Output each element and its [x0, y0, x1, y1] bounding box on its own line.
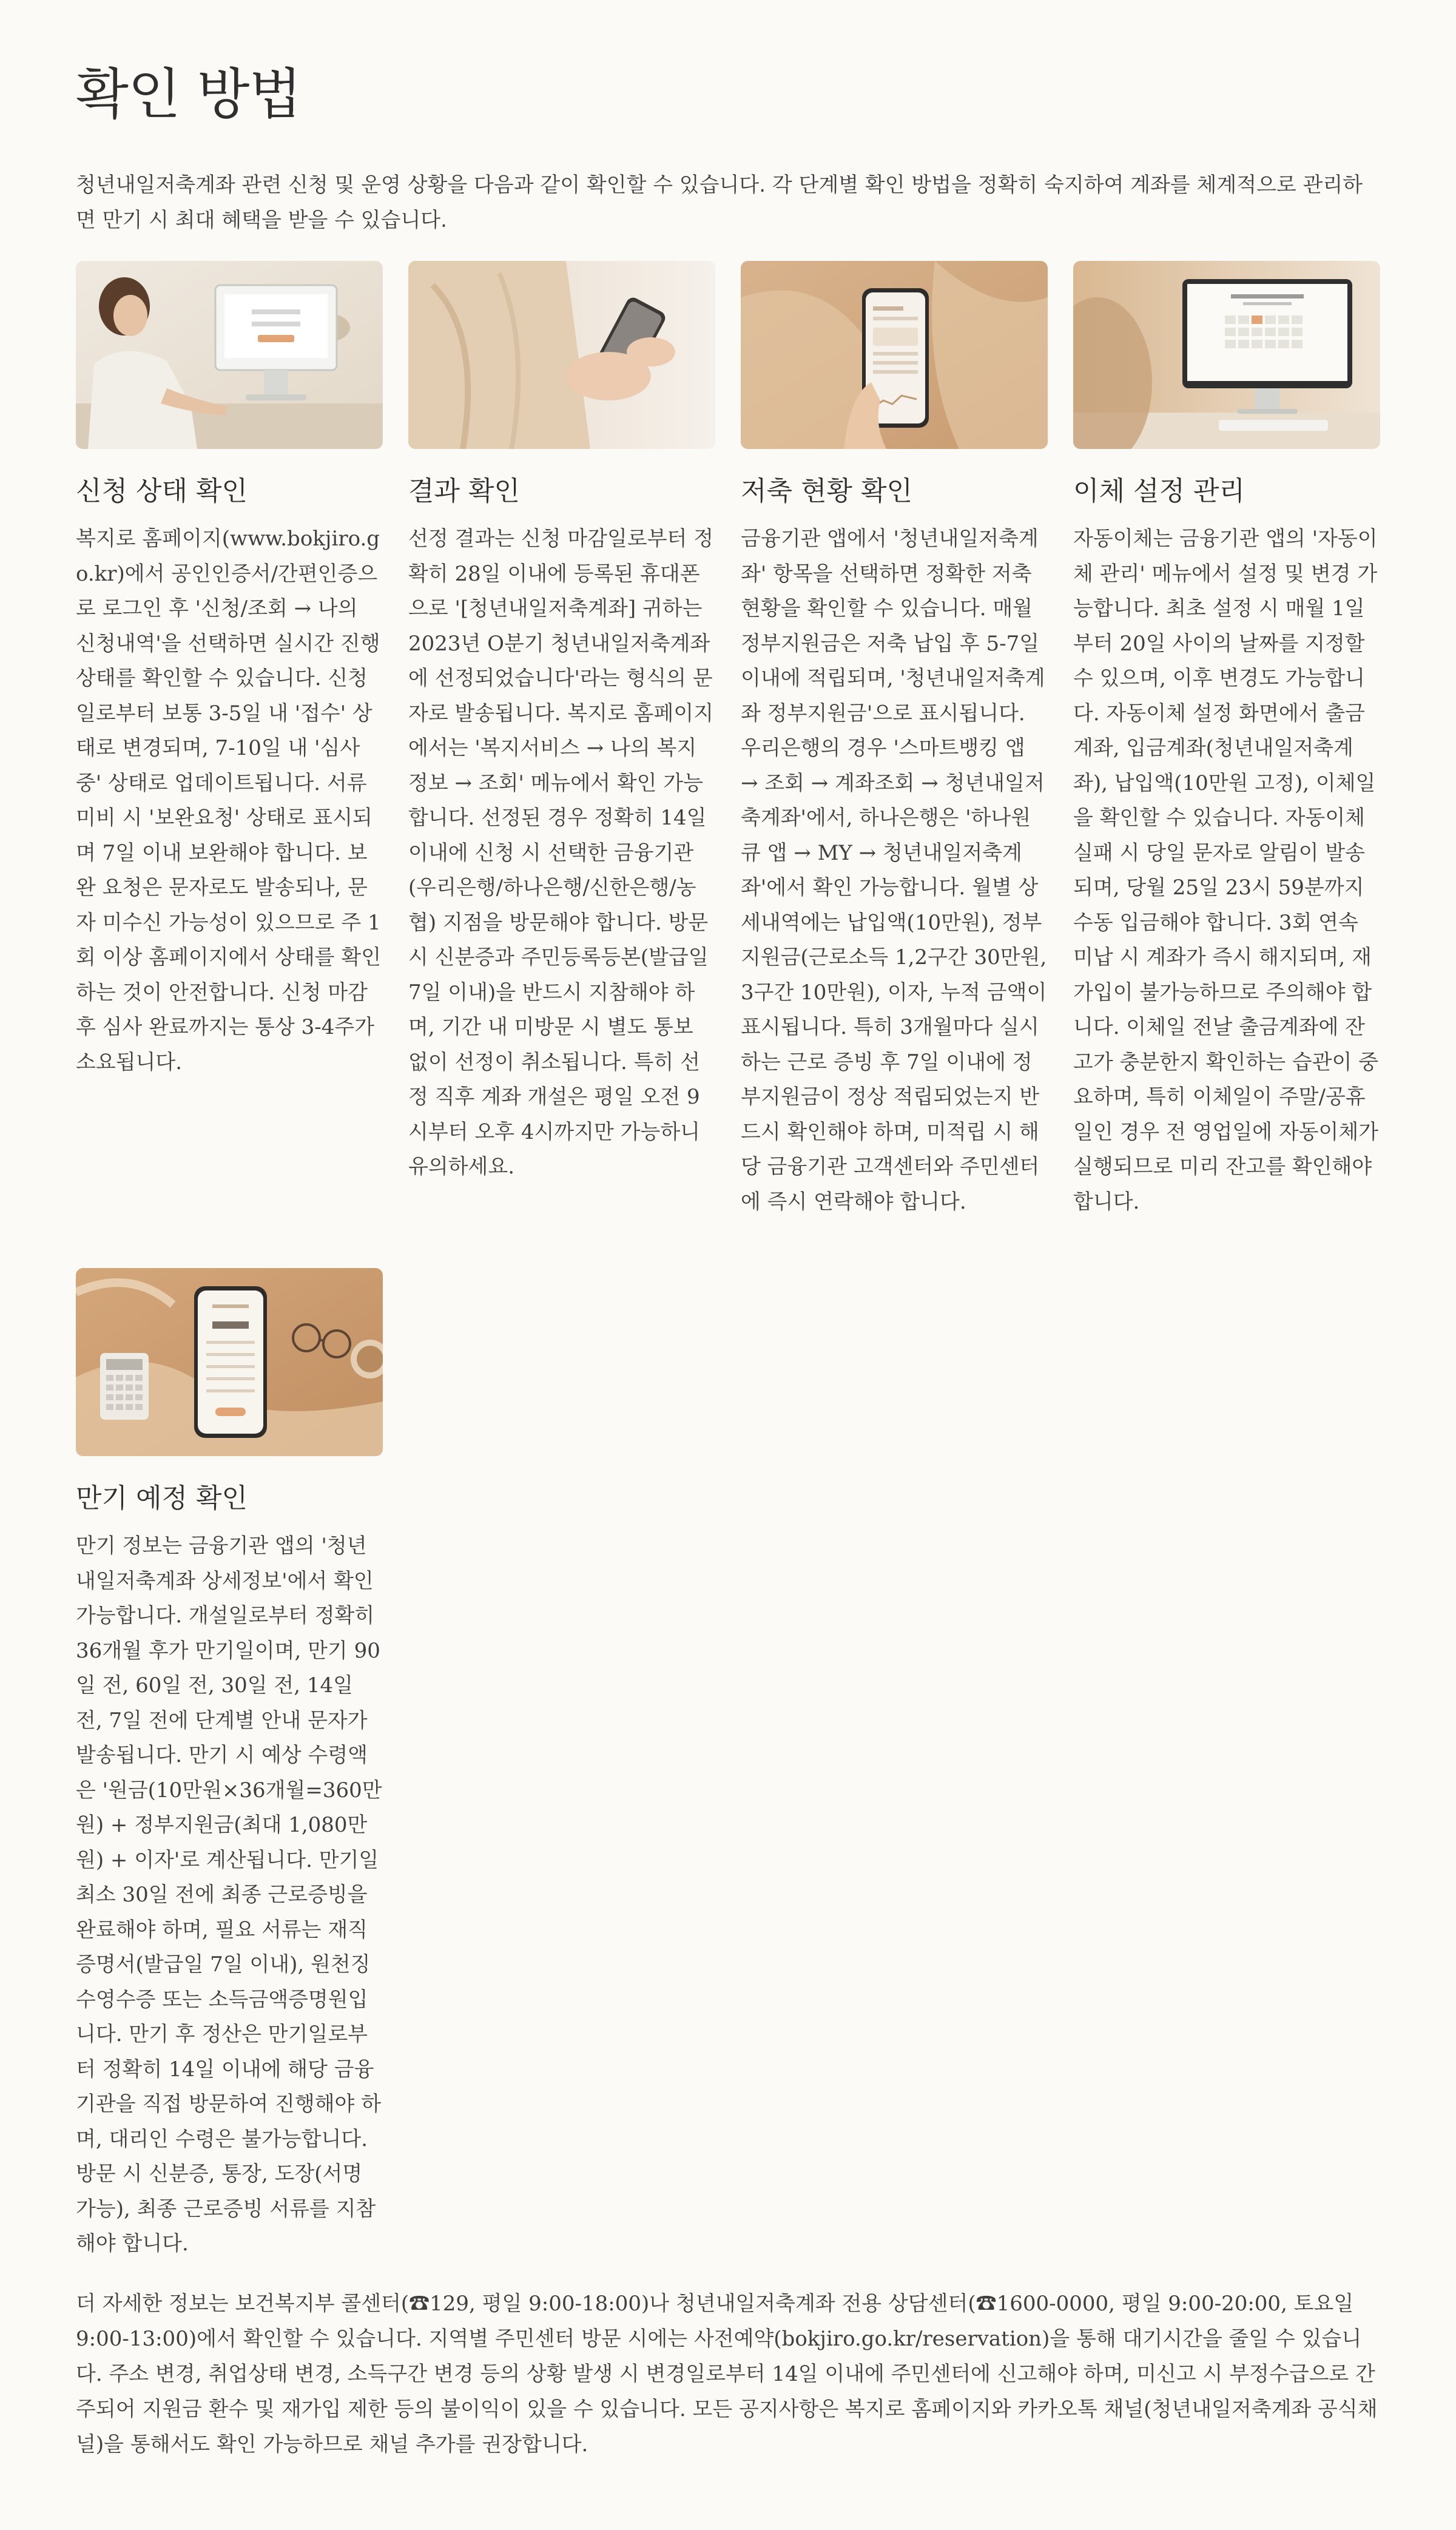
card-body: 복지로 홈페이지(www.bokjiro.go.kr)에서 공인인증서/간편인증으로 로그인 후 '신청/조회 → 나의 신청내역'을 선택하면 실시간 진행 상태를 확인할 수 있습니다. 신청일로부터 보통 3-5일 내 '접수' 상태로 변경되며, 7-10일 내 '심사 중' 상태로 업데이트됩니다. 서류 미비 시 '보완요청' 상태로 표시되며 7일 이내 보완해야 합니다. 보완 요청은 문자로도 발송되나, 문자 미수신 가능성이 있으므로 주 1회 이상 홈페이지에서 상태를 확인하는 것이 안전합니다. 신청 마감 후 심사 완료까지는 통상 3-4주가 소요됩니다.: [76, 527, 382, 1074]
phone-calculator-image: [76, 1268, 383, 1456]
intro-paragraph: 청년내일저축계좌 관련 신청 및 운영 상황을 다음과 같이 확인할 수 있습니다. 각 단계별 확인 방법을 정확히 숙지하여 계좌를 체계적으로 관리하면 만기 시 최대 혜택을 받을 수 있습니다.: [76, 173, 1363, 232]
card-title: 저축 현황 확인: [741, 476, 912, 507]
card-body: 선정 결과는 신청 마감일로부터 정확히 28일 이내에 등록된 휴대폰으로 '[청년내일저축계좌] 귀하는 2023년 O분기 청년내일저축계좌에 선정되었습니다'라는 형식의 문자로 발송됩니다. 복지로 홈페이지에서는 '복지서비스 → 나의 복지정보 → 조회' 메뉴에서 확인 가능합니다. 선정된 경우 정확히 14일 이내에 신청 시 선택한 금융기관(우리은행/하나은행/신한은행/농협) 지점을 방문해야 합니다. 방문 시 신분증과 주민등록등본(발급일 7일 이내)을 반드시 지참해야 하며, 기간 내 미방문 시 별도 통보 없이 선정이 취소됩니다. 특히 선정 직후 계좌 개설은 평일 오전 9시부터 오후 4시까지만 가능하니 유의하세요.: [408, 527, 714, 1179]
card-title: 만기 예정 확인: [76, 1483, 248, 1514]
card-result-check: [408, 261, 715, 1219]
woman-at-computer-image: [76, 261, 383, 449]
card-transfer-settings: [1073, 261, 1380, 1219]
hands-holding-phone-image: [408, 261, 715, 449]
card-body: 금융기관 앱에서 '청년내일저축계좌' 항목을 선택하면 정확한 저축 현황을 확인할 수 있습니다. 매월 정부지원금은 저축 납입 후 5-7일 이내에 적립되며, '청년내일저축계좌 정부지원금'으로 표시됩니다. 우리은행의 경우 '스마트뱅킹 앱 → 조회 → 계좌조회 → 청년내일저축계좌'에서, 하나은행은 '하나원큐 앱 → MY → 청년내일저축계좌'에서 확인 가능합니다. 월별 상세내역에는 납입액(10만원), 정부지원금(근로소득 1,2구간 30만원, 3구간 10만원), 이자, 누적 금액이 표시됩니다. 특히 3개월마다 실시하는 근로 증빙 후 7일 이내에 정부지원금이 정상 적립되었는지 반드시 확인해야 하며, 미적립 시 해당 금융기관 고객센터와 주민센터에 즉시 연락해야 합니다.: [741, 527, 1047, 1214]
card-savings-status: [741, 261, 1048, 1219]
card-title: 결과 확인: [408, 476, 521, 507]
computer-calendar-image: [1073, 261, 1380, 449]
phone-banking-app-image: [741, 261, 1048, 449]
outro-paragraph: 더 자세한 정보는 보건복지부 콜센터(☎129, 평일 9:00-18:00)나 청년내일저축계좌 전용 상담센터(☎1600-0000, 평일 9:00-20:00, 토요일 9:00-13:00)에서 확인할 수 있습니다. 지역별 주민센터 방문 시에는 사전예약(bokjiro.go.kr/reservation)을 통해 대기시간을 줄일 수 있습니다. 주소 변경, 취업상태 변경, 소득구간 변경 등의 상황 발생 시 변경일로부터 14일 이내에 주민센터에 신고해야 하며, 미신고 시 부정수급으로 간주되어 지원금 환수 및 재가입 제한 등의 불이익이 있을 수 있습니다. 모든 공지사항은 복지로 홈페이지와 카카오톡 채널(청년내일저축계좌 공식채널)을 통해서도 확인 가능하므로 채널 추가를 권장합니다.: [76, 2291, 1378, 2457]
card-title: 신청 상태 확인: [76, 476, 248, 507]
card-grid: [76, 261, 1380, 2262]
card-title: 이체 설정 관리: [1073, 476, 1245, 507]
card-maturity-check: [76, 1268, 383, 2262]
card-body: 자동이체는 금융기관 앱의 '자동이체 관리' 메뉴에서 설정 및 변경 가능합니다. 최초 설정 시 매월 1일부터 20일 사이의 날짜를 지정할 수 있으며, 이후 변경도 가능합니다. 자동이체 설정 화면에서 출금계좌, 입금계좌(청년내일저축계좌), 납입액(10만원 고정), 이체일을 확인할 수 있습니다. 자동이체 실패 시 당일 문자로 알림이 발송되며, 당월 25일 23시 59분까지 수동 입금해야 합니다. 3회 연속 미납 시 계좌가 즉시 해지되며, 재가입이 불가능하므로 주의해야 합니다. 이체일 전날 출금계좌에 잔고가 충분한지 확인하는 습관이 중요하며, 특히 이체일이 주말/공휴일인 경우 전 영업일에 자동이체가 실행되므로 미리 잔고를 확인해야 합니다.: [1073, 527, 1379, 1214]
card-body: 만기 정보는 금융기관 앱의 '청년내일저축계좌 상세정보'에서 확인 가능합니다. 개설일로부터 정확히 36개월 후가 만기일이며, 만기 90일 전, 60일 전, 30일 전, 14일 전, 7일 전에 단계별 안내 문자가 발송됩니다. 만기 시 예상 수령액은 '원금(10만원×36개월=360만원) + 정부지원금(최대 1,080만원) + 이자'로 계산됩니다. 만기일 최소 30일 전에 최종 근로증빙을 완료해야 하며, 필요 서류는 재직증명서(발급일 7일 이내), 원천징수영수증 또는 소득금액증명원입니다. 만기 후 정산은 만기일로부터 정확히 14일 이내에 해당 금융기관을 직접 방문하여 진행해야 하며, 대리인 수령은 불가능합니다. 방문 시 신분증, 통장, 도장(서명 가능), 최종 근로증빙 서류를 지참해야 합니다.: [76, 1534, 382, 2256]
card-application-status: [76, 261, 383, 1219]
page-title: 확인 방법: [76, 62, 302, 126]
